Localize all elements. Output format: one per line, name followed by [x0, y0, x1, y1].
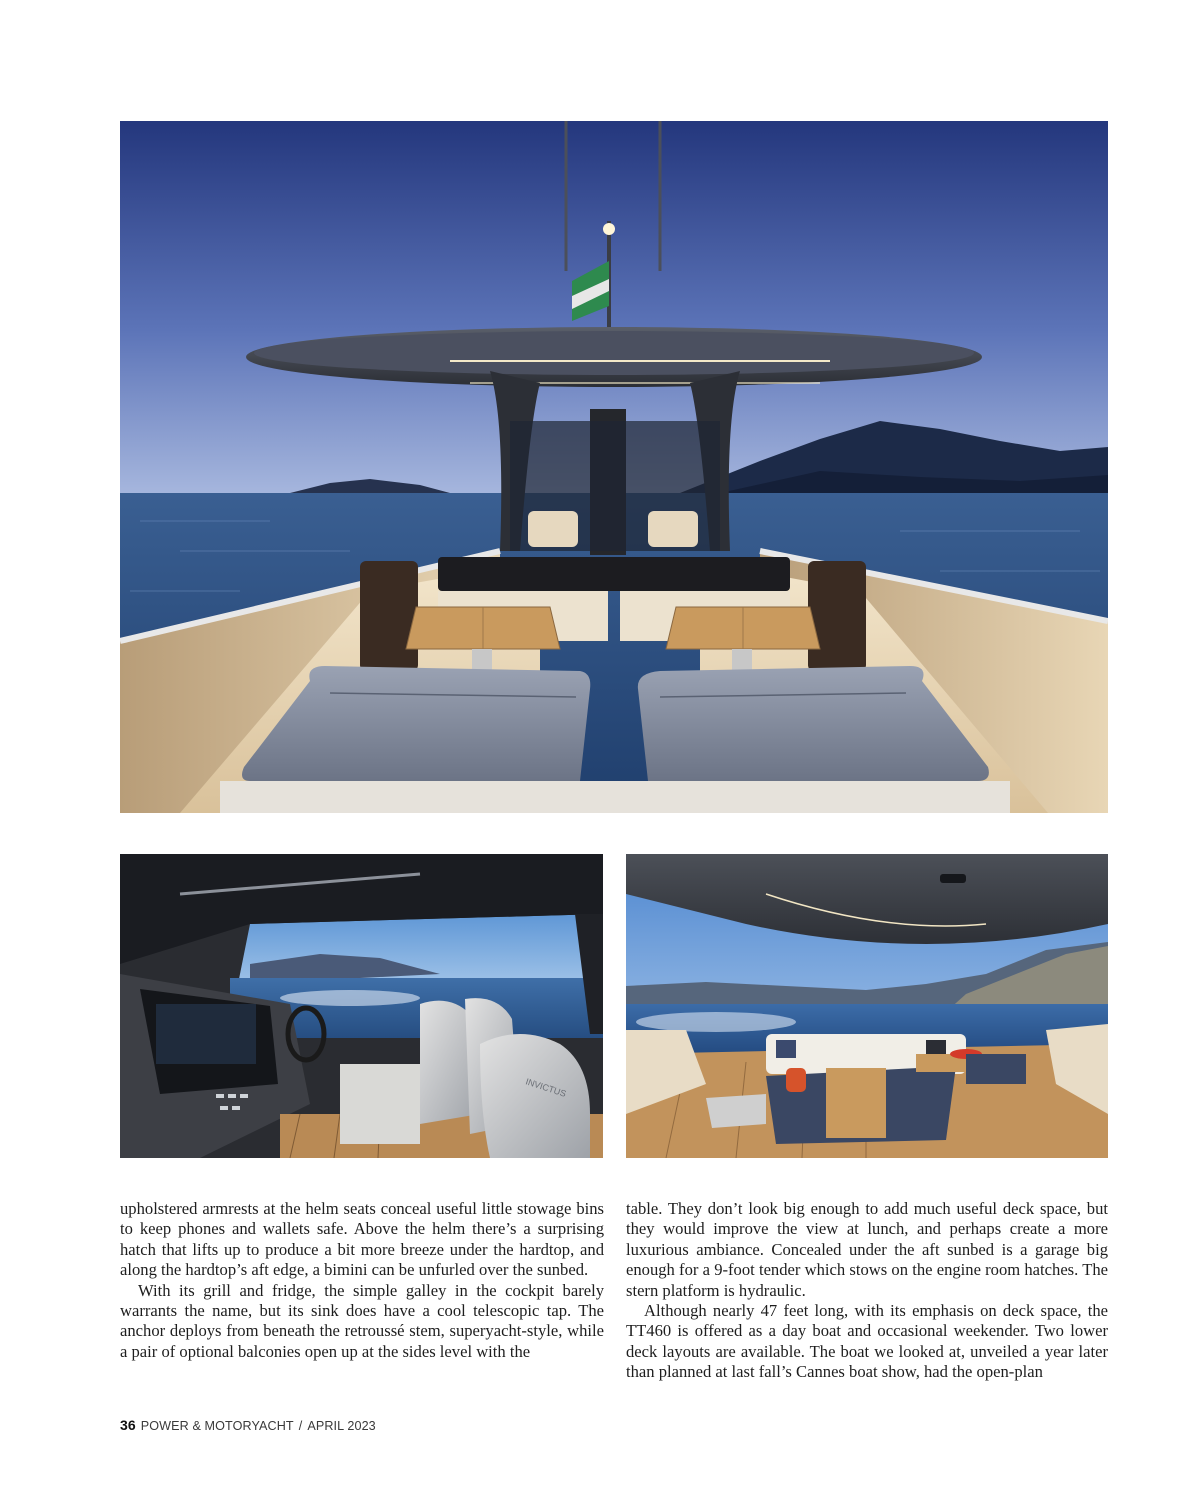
yacht-aft-deck-illustration [120, 121, 1108, 813]
folio-separator: / [298, 1419, 303, 1433]
article-paragraph: Although nearly 47 feet long, with its emphasis on deck space, the TT460 is offered as a day boat and occasional weekender. Two lower deck layouts are available. The boat we looked at, unveiled a year later than planned at last fall’s Cannes boat show, had the open-plan [626, 1301, 1108, 1382]
cockpit-dining-illustration [626, 854, 1108, 1158]
publication-name: POWER & MOTORYACHT [140, 1419, 294, 1433]
issue-date: APRIL 2023 [307, 1419, 376, 1433]
page-folio [120, 1417, 376, 1433]
article-paragraph: upholstered armrests at the helm seats conceal useful little stowage bins to keep phones and wallets safe. Above the helm there’s a surprising hatch that lifts up to produce a bit more breeze under the hardtop, and along the hardtop’s aft edge, a bimini can be unfurled over the sunbed. [120, 1199, 604, 1280]
seat-logo-text: INVICTUS [524, 1076, 568, 1099]
yacht-aft-deck-twilight-photo [120, 121, 1108, 813]
article-column-left [120, 1199, 604, 1362]
article-column-right [626, 1199, 1108, 1383]
helm-station-seats-photo [120, 854, 603, 1158]
helm-station-illustration [120, 854, 603, 1158]
page-number: 36 [120, 1417, 136, 1433]
cockpit-dining-sea-view-photo [626, 854, 1108, 1158]
article-paragraph: With its grill and fridge, the simple galley in the cockpit barely warrants the name, but its sink does have a cool telescopic tap. The anchor deploys from beneath the retroussé stem, superyacht-style, while a pair of optional balconies open up at the sides level with the [120, 1280, 604, 1361]
article-paragraph: table. They don’t look big enough to add much useful deck space, but they would improve the view at lunch, and perhaps create a more luxurious ambiance. Concealed under the aft sunbed is a garage big enough for a 9-foot tender which stows on the engine room hatches. The stern platform is hydraulic. [626, 1199, 1108, 1300]
